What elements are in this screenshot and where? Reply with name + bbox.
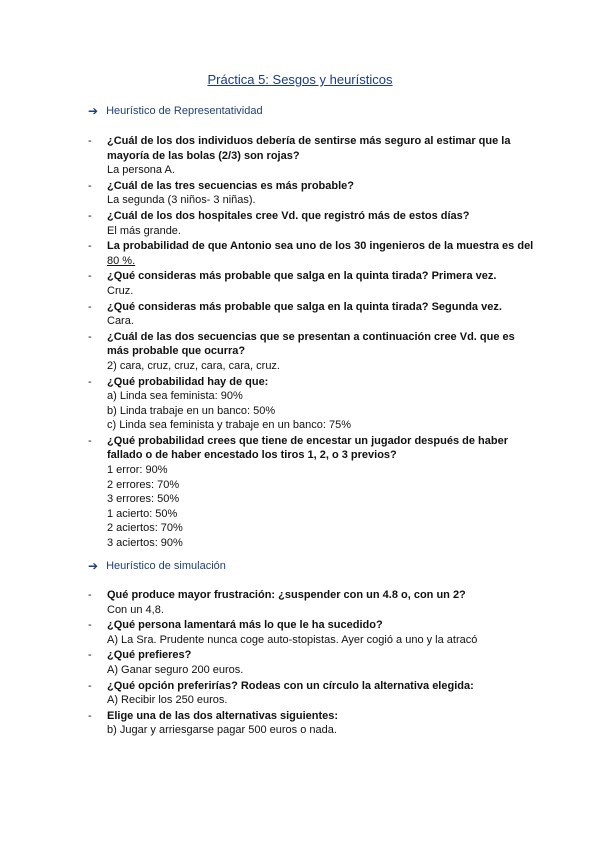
answer-text: 2 aciertos: 70%	[107, 522, 183, 535]
bullet-dash: -	[88, 619, 92, 632]
question-item	[88, 618, 538, 647]
bullet-dash: -	[88, 300, 92, 313]
question-text	[107, 239, 538, 268]
answer-text: A) Ganar seguro 200 euros.	[107, 663, 244, 676]
bullet-dash: -	[88, 179, 92, 192]
question-item	[88, 300, 538, 329]
bullet-dash: -	[88, 709, 92, 722]
question-item	[88, 330, 538, 374]
question-label: La probabilidad de que Antonio sea uno de los 30 ingenieros de la muestra es del	[107, 240, 534, 253]
bullet-dash: -	[88, 679, 92, 692]
question-text	[107, 648, 538, 663]
answer-text: a) Linda sea feminista: 90%	[107, 390, 243, 403]
question-item	[88, 648, 538, 677]
page-title: Práctica 5: Sesgos y heurísticos	[207, 72, 393, 87]
question-text	[107, 330, 538, 359]
answer-text: La segunda (3 niños- 3 niñas).	[107, 194, 256, 207]
question-text	[107, 209, 538, 224]
answer-text: 1 acierto: 50%	[107, 507, 178, 520]
answer-text: c) Linda sea feminista y trabaje en un banco: 75%	[107, 419, 351, 432]
question-item	[88, 209, 538, 238]
question-label: ¿Qué prefieres?	[107, 649, 192, 662]
question-text	[107, 269, 538, 284]
bullet-dash: -	[88, 240, 92, 253]
question-text	[107, 679, 538, 694]
answer-text: b) Jugar y arriesgarse pagar 500 euros o nada.	[107, 724, 337, 737]
answer-inline: 80 %.	[107, 254, 136, 267]
bullet-dash: -	[88, 135, 92, 147]
question-list-simulacion	[88, 588, 538, 738]
question-label: ¿Cuál de las dos secuencias que se presentan a continuación cree Vd. que es más probable que ocurra?	[107, 330, 515, 358]
answer-text: A) La Sra. Prudente nunca coge auto-stopistas. Ayer cogió a uno y la atracó	[107, 633, 478, 646]
question-item	[88, 179, 538, 208]
answer-text: 3 aciertos: 90%	[107, 537, 183, 550]
answer-text: b) Linda trabaje en un banco: 50%	[107, 404, 276, 417]
answer-text: A) Recibir los 250 euros.	[107, 694, 228, 707]
section-heading-label: Heurístico de simulación	[106, 560, 226, 572]
question-item	[88, 375, 538, 433]
answer-text: Con un 4,8.	[107, 603, 164, 616]
question-label: ¿Qué probabilidad crees que tiene de encestar un jugador después de haber fallado o de haber encestado los tiros 1, 2, o 3 previos?	[107, 434, 508, 462]
question-text	[107, 618, 538, 633]
answer-text: 1 error: 90%	[107, 464, 168, 477]
bullet-dash: -	[88, 649, 92, 662]
arrow-right-icon: ➔	[88, 104, 99, 118]
section-heading-simulacion	[88, 559, 226, 573]
question-label: ¿Qué opción preferirías? Rodeas con un círculo la alternativa elegida:	[107, 679, 474, 692]
question-text	[107, 434, 538, 463]
answer-text: 2) cara, cruz, cruz, cara, cara, cruz.	[107, 359, 280, 372]
question-item	[88, 709, 538, 738]
question-list-representatividad	[88, 134, 538, 551]
question-label: ¿Cuál de los dos individuos debería de sentirse más seguro al estimar que la mayoría de las bolas (2/3) son rojas?	[107, 135, 511, 162]
question-label: Qué produce mayor frustración: ¿suspender con un 4.8 o, con un 2?	[107, 589, 466, 601]
question-label: Elige una de las dos alternativas siguientes:	[107, 709, 339, 722]
answer-text: Cara.	[107, 315, 134, 328]
question-text	[107, 588, 538, 603]
bullet-dash: -	[88, 375, 92, 388]
answer-text: 3 errores: 50%	[107, 493, 180, 506]
question-item	[88, 134, 538, 178]
bullet-dash: -	[88, 209, 92, 222]
question-label: ¿Qué persona lamentará más lo que le ha sucedido?	[107, 619, 383, 632]
question-text	[107, 134, 538, 163]
question-label: ¿Qué consideras más probable que salga en la quinta tirada? Segunda vez.	[107, 300, 502, 313]
question-item	[88, 679, 538, 708]
question-label: ¿Qué consideras más probable que salga en la quinta tirada? Primera vez.	[107, 270, 497, 283]
answer-text: La persona A.	[107, 164, 175, 177]
bullet-dash: -	[88, 330, 92, 343]
section-heading-representatividad	[88, 104, 263, 118]
question-label: ¿Qué probabilidad hay de que:	[107, 375, 269, 388]
question-text	[107, 375, 538, 390]
bullet-dash: -	[88, 434, 92, 447]
arrow-right-icon: ➔	[88, 559, 99, 573]
question-label: ¿Cuál de las tres secuencias es más probable?	[107, 179, 354, 192]
bullet-dash: -	[88, 270, 92, 283]
bullet-dash: -	[88, 589, 92, 601]
section-heading-label: Heurístico de Representatividad	[106, 105, 263, 117]
question-item	[88, 588, 538, 617]
question-item	[88, 269, 538, 298]
answer-text: El más grande.	[107, 224, 181, 237]
question-text	[107, 179, 538, 194]
question-text	[107, 709, 538, 724]
question-item	[88, 434, 538, 551]
answer-text: Cruz.	[107, 284, 134, 297]
answer-text: 2 errores: 70%	[107, 478, 180, 491]
question-label: ¿Cuál de los dos hospitales cree Vd. que registró más de estos días?	[107, 209, 470, 222]
question-text	[107, 300, 538, 315]
question-item	[88, 239, 538, 268]
